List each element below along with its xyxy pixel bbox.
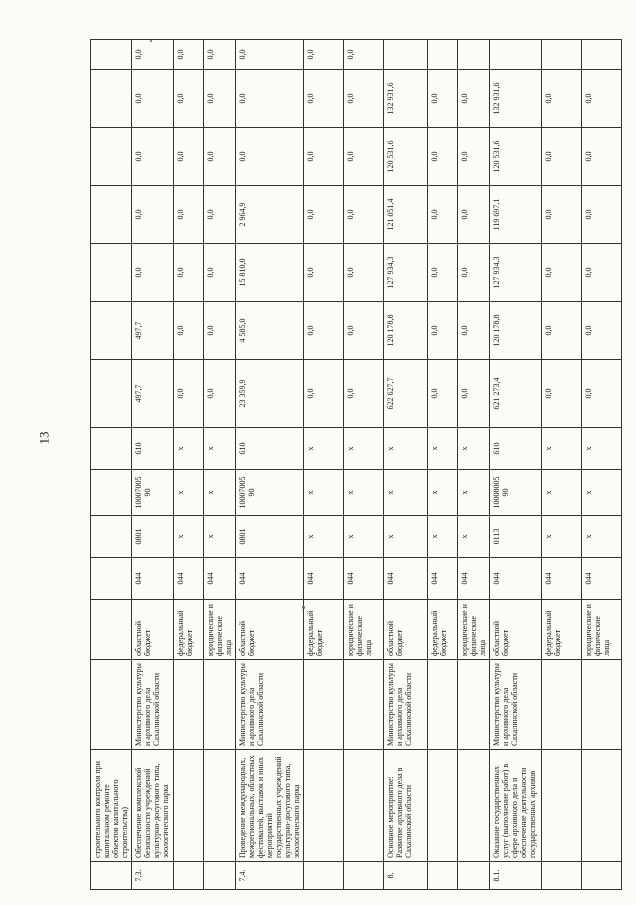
cell-year-value: 0,0: [236, 40, 304, 70]
cell-year-value: 0,0: [428, 244, 458, 302]
cell-target-article-code: x: [458, 470, 490, 516]
cell-year-value: 0,0: [458, 244, 490, 302]
table-row: [458, 40, 490, 890]
cell-section-code: [91, 516, 132, 558]
cell-funding-source: юридические и физические лица: [344, 600, 384, 660]
cell-year-value: 0,0: [582, 244, 622, 302]
cell-target-article-code: x: [174, 470, 204, 516]
cell-year-value: 0,0: [174, 128, 204, 186]
cell-year-value: [91, 128, 132, 186]
cell-expense-type-code: 610: [490, 428, 542, 470]
cell-measure-title: [344, 750, 384, 862]
cell-year-value: 0,0: [204, 302, 236, 360]
cell-year-value: 0,0: [132, 244, 174, 302]
cell-year-value: 0,0: [174, 244, 204, 302]
cell-target-article-code: 10008005 90: [490, 470, 542, 516]
cell-year-value: 0,0: [204, 70, 236, 128]
cell-year-value: 127 934,3: [490, 244, 542, 302]
cell-grbs-code: 044: [542, 558, 582, 600]
cell-year-value: 0,0: [344, 40, 384, 70]
cell-measure-title: [542, 750, 582, 862]
cell-year-value: 0,0: [174, 186, 204, 244]
cell-year-value: 0,0: [582, 128, 622, 186]
cell-year-value: 119 697,1: [490, 186, 542, 244]
table-row: [304, 40, 344, 890]
cell-year-value: 127 934,3: [384, 244, 428, 302]
cell-grbs-code: 044: [204, 558, 236, 600]
cell-year-value: 0,0: [582, 70, 622, 128]
cell-funding-source: [91, 600, 132, 660]
cell-section-code: x: [458, 516, 490, 558]
cell-total-value: 0,0: [304, 360, 344, 428]
cell-target-article-code: x: [582, 470, 622, 516]
cell-grbs-code: 044: [132, 558, 174, 600]
table-row: [582, 40, 622, 890]
cell-year-value: [542, 40, 582, 70]
cell-year-value: 0,0: [204, 186, 236, 244]
cell-responsible-executor: [304, 660, 344, 750]
cell-responsible-executor: [542, 660, 582, 750]
cell-target-article-code: [91, 470, 132, 516]
cell-target-article-code: 10007005 90: [236, 470, 304, 516]
cell-funding-source: областной бюджет: [384, 600, 428, 660]
cell-responsible-executor: [204, 660, 236, 750]
cell-row-number: 7.3.: [132, 862, 174, 890]
cell-section-code: x: [384, 516, 428, 558]
cell-target-article-code: x: [304, 470, 344, 516]
cell-total-value: 0,0: [174, 360, 204, 428]
cell-year-value: 0,0: [582, 302, 622, 360]
cell-expense-type-code: 610: [236, 428, 304, 470]
cell-year-value: [91, 244, 132, 302]
cell-expense-type-code: x: [458, 428, 490, 470]
cell-grbs-code: 044: [174, 558, 204, 600]
cell-grbs-code: [91, 558, 132, 600]
cell-year-value: 0,0: [204, 40, 236, 70]
budget-table: [90, 39, 622, 890]
cell-grbs-code: 044: [344, 558, 384, 600]
cell-grbs-code: 044: [236, 558, 304, 600]
cell-measure-title: Проведение международных, межрегиональных, областных фестивалей, выставок и иных мероприятий государственных учреждений культурно-досугового типа, зоологического парка: [236, 750, 304, 862]
cell-year-value: [582, 40, 622, 70]
cell-expense-type-code: [91, 428, 132, 470]
cell-year-value: 0,0: [236, 70, 304, 128]
cell-expense-type-code: x: [542, 428, 582, 470]
cell-year-value: 120 178,8: [490, 302, 542, 360]
cell-row-number: [91, 862, 132, 890]
cell-year-value: 0,0: [458, 186, 490, 244]
cell-responsible-executor: Министерство культуры и архивного дела Сахалинской области: [132, 660, 174, 750]
cell-year-value: 0,0: [344, 302, 384, 360]
cell-year-value: [91, 302, 132, 360]
cell-measure-title: [204, 750, 236, 862]
cell-year-value: 0,0: [132, 40, 174, 70]
cell-funding-source: областной бюджет: [132, 600, 174, 660]
cell-total-value: 0,0: [458, 360, 490, 428]
cell-funding-source: областной бюджет: [236, 600, 304, 660]
cell-year-value: 0,0: [542, 70, 582, 128]
cell-expense-type-code: 610: [132, 428, 174, 470]
cell-year-value: 0,0: [428, 70, 458, 128]
cell-year-value: 0,0: [304, 302, 344, 360]
cell-year-value: 0,0: [582, 186, 622, 244]
cell-year-value: 0,0: [344, 128, 384, 186]
cell-year-value: 0,0: [174, 70, 204, 128]
cell-year-value: 0,0: [132, 128, 174, 186]
cell-row-number: 8.: [384, 862, 428, 890]
cell-year-value: 0,0: [542, 302, 582, 360]
cell-year-value: 0,0: [204, 128, 236, 186]
cell-measure-title: [582, 750, 622, 862]
cell-grbs-code: 044: [428, 558, 458, 600]
cell-target-article-code: x: [428, 470, 458, 516]
table-row: [384, 40, 428, 890]
cell-total-value: 23 359,9: [236, 360, 304, 428]
cell-year-value: 0,0: [204, 244, 236, 302]
cell-grbs-code: 044: [384, 558, 428, 600]
cell-year-value: 120 178,8: [384, 302, 428, 360]
cell-responsible-executor: [428, 660, 458, 750]
cell-row-number: [428, 862, 458, 890]
cell-year-value: 0,0: [428, 128, 458, 186]
cell-year-value: [91, 70, 132, 128]
cell-target-article-code: x: [344, 470, 384, 516]
cell-row-number: [582, 862, 622, 890]
cell-year-value: 0,0: [304, 186, 344, 244]
cell-year-value: 0,0: [132, 70, 174, 128]
cell-year-value: 0,0: [344, 244, 384, 302]
cell-section-code: x: [582, 516, 622, 558]
cell-year-value: 132 931,6: [384, 70, 428, 128]
cell-year-value: 0,0: [542, 186, 582, 244]
scan-speck: [150, 40, 152, 42]
cell-expense-type-code: x: [582, 428, 622, 470]
table-row: [542, 40, 582, 890]
cell-funding-source: юридические и физические лица: [458, 600, 490, 660]
cell-target-article-code: x: [384, 470, 428, 516]
cell-expense-type-code: x: [174, 428, 204, 470]
cell-year-value: 15 810,0: [236, 244, 304, 302]
cell-funding-source: областной бюджет: [490, 600, 542, 660]
cell-responsible-executor: [458, 660, 490, 750]
cell-year-value: [428, 40, 458, 70]
cell-target-article-code: x: [204, 470, 236, 516]
cell-total-value: 0,0: [204, 360, 236, 428]
cell-section-code: x: [204, 516, 236, 558]
cell-total-value: 497,7: [132, 360, 174, 428]
cell-expense-type-code: x: [304, 428, 344, 470]
cell-grbs-code: 044: [458, 558, 490, 600]
cell-target-article-code: x: [542, 470, 582, 516]
cell-section-code: x: [304, 516, 344, 558]
cell-row-number: 7.4.: [236, 862, 304, 890]
cell-section-code: x: [428, 516, 458, 558]
cell-grbs-code: 044: [582, 558, 622, 600]
cell-total-value: 621 273,4: [490, 360, 542, 428]
cell-total-value: 0,0: [344, 360, 384, 428]
cell-responsible-executor: [91, 660, 132, 750]
cell-responsible-executor: [344, 660, 384, 750]
cell-row-number: [344, 862, 384, 890]
cell-row-number: [204, 862, 236, 890]
rotated-table-wrapper: [90, 40, 620, 890]
cell-measure-title: [304, 750, 344, 862]
cell-expense-type-code: x: [344, 428, 384, 470]
cell-year-value: 0,0: [304, 244, 344, 302]
cell-section-code: x: [542, 516, 582, 558]
cell-grbs-code: 044: [304, 558, 344, 600]
cell-responsible-executor: [174, 660, 204, 750]
cell-total-value: [91, 360, 132, 428]
cell-year-value: 0,0: [304, 40, 344, 70]
cell-funding-source: юридические и физические лица: [582, 600, 622, 660]
table-body: [91, 40, 622, 890]
cell-expense-type-code: x: [204, 428, 236, 470]
cell-funding-source: федеральный бюджет: [174, 600, 204, 660]
cell-year-value: 4 585,0: [236, 302, 304, 360]
cell-year-value: 0,0: [304, 70, 344, 128]
cell-row-number: [458, 862, 490, 890]
cell-funding-source: федеральный бюджет: [428, 600, 458, 660]
cell-grbs-code: 044: [490, 558, 542, 600]
cell-expense-type-code: x: [428, 428, 458, 470]
cell-responsible-executor: Министерство культуры и архивного дела Сахалинской области: [236, 660, 304, 750]
cell-total-value: 622 627,7: [384, 360, 428, 428]
cell-section-code: x: [174, 516, 204, 558]
cell-row-number: 8.1.: [490, 862, 542, 890]
cell-row-number: [174, 862, 204, 890]
cell-year-value: 0,0: [304, 128, 344, 186]
cell-year-value: 121 051,4: [384, 186, 428, 244]
cell-year-value: 497,7: [132, 302, 174, 360]
cell-year-value: 2 964,9: [236, 186, 304, 244]
cell-measure-title: [428, 750, 458, 862]
cell-year-value: 0,0: [428, 302, 458, 360]
cell-year-value: 0,0: [344, 186, 384, 244]
cell-measure-title: [174, 750, 204, 862]
cell-target-article-code: 10007005 90: [132, 470, 174, 516]
cell-expense-type-code: x: [384, 428, 428, 470]
cell-measure-title: строительного контроля при капитальном ремонте объектов капитального строительства): [91, 750, 132, 862]
cell-total-value: 0,0: [542, 360, 582, 428]
table-row: [91, 40, 132, 890]
cell-year-value: 0,0: [542, 244, 582, 302]
cell-year-value: 0,0: [428, 186, 458, 244]
cell-measure-title: Основное мероприятие: Развитие архивного дела в Сахалинской области: [384, 750, 428, 862]
cell-year-value: [384, 40, 428, 70]
cell-year-value: 0,0: [542, 128, 582, 186]
cell-year-value: 0,0: [236, 128, 304, 186]
cell-responsible-executor: Министерство культуры и архивного дела Сахалинской области: [384, 660, 428, 750]
cell-funding-source: федеральный бюджет: [304, 600, 344, 660]
cell-year-value: 0,0: [132, 186, 174, 244]
cell-measure-title: Оказание государственных услуг (выполнение работ) в сфере архивного дела и обеспечение деятельности государственных архивов: [490, 750, 542, 862]
cell-year-value: [91, 40, 132, 70]
cell-responsible-executor: [582, 660, 622, 750]
cell-responsible-executor: Министерство культуры и архивного дела Сахалинской области: [490, 660, 542, 750]
cell-section-code: 0801: [132, 516, 174, 558]
table-row: [236, 40, 304, 890]
cell-year-value: 120 531,6: [384, 128, 428, 186]
cell-row-number: [304, 862, 344, 890]
cell-year-value: 132 931,6: [490, 70, 542, 128]
table-row: [174, 40, 204, 890]
cell-year-value: 0,0: [458, 302, 490, 360]
table-row: [204, 40, 236, 890]
cell-row-number: [542, 862, 582, 890]
cell-funding-source: федеральный бюджет: [542, 600, 582, 660]
cell-funding-source: юридические и физические лица: [204, 600, 236, 660]
cell-measure-title: Обеспечение комплексной безопасности учреждений культурно-досугового типа, зоологического парка: [132, 750, 174, 862]
table-row: [490, 40, 542, 890]
scan-speck: [302, 606, 305, 609]
cell-total-value: 0,0: [428, 360, 458, 428]
cell-year-value: [458, 40, 490, 70]
cell-year-value: 0,0: [174, 40, 204, 70]
cell-measure-title: [458, 750, 490, 862]
page-number: 13: [36, 431, 52, 445]
table-row: [132, 40, 174, 890]
cell-year-value: 120 531,6: [490, 128, 542, 186]
cell-section-code: 0113: [490, 516, 542, 558]
cell-year-value: 0,0: [458, 128, 490, 186]
cell-total-value: 0,0: [582, 360, 622, 428]
cell-section-code: x: [344, 516, 384, 558]
cell-year-value: [91, 186, 132, 244]
cell-section-code: 0801: [236, 516, 304, 558]
table-row: [428, 40, 458, 890]
cell-year-value: 0,0: [174, 302, 204, 360]
cell-year-value: [490, 40, 542, 70]
cell-year-value: 0,0: [458, 70, 490, 128]
table-row: [344, 40, 384, 890]
cell-year-value: 0,0: [344, 70, 384, 128]
